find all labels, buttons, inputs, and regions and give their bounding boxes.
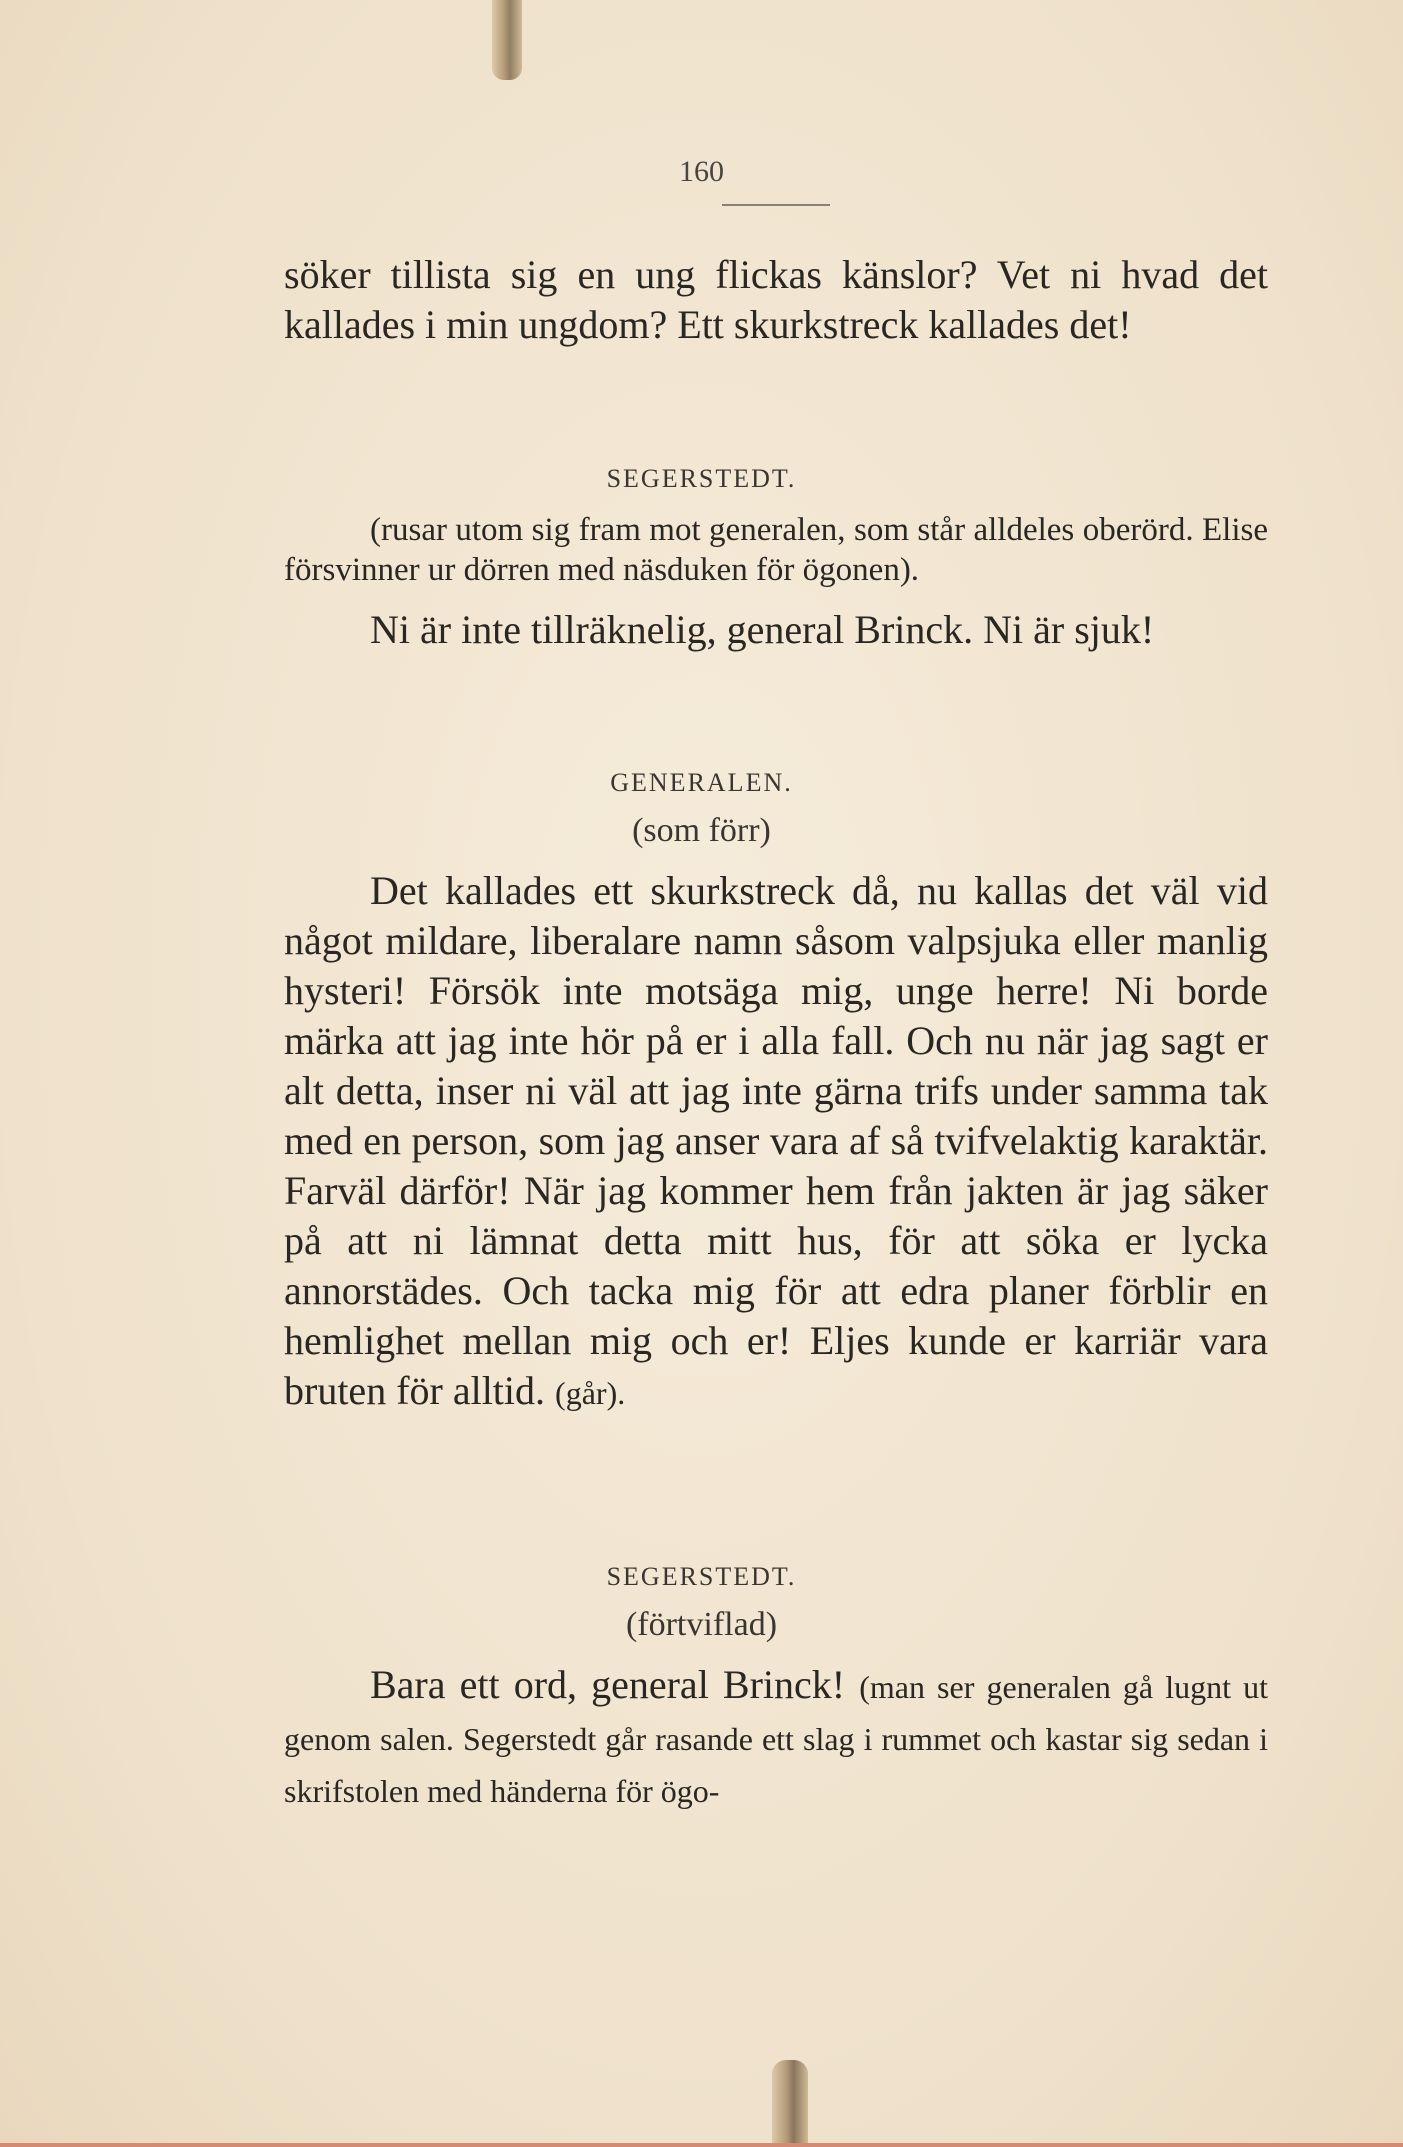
binding-mark-bottom	[772, 2060, 808, 2147]
speech-generalen	[284, 866, 1268, 1418]
speaker-label-segerstedt-2: SEGERSTEDT.	[606, 1562, 797, 1591]
stage-direction-3: (förtviflad)	[625, 1606, 778, 1643]
text-block-direction-1	[284, 510, 1268, 590]
opening-paragraph: söker tillista sig en ung flickas känslor? Vet ni hvad det kallades i min ungdom? Ett skurkstreck kallades det!	[284, 252, 1268, 347]
text-block-speech-3	[284, 1660, 1268, 1816]
stage-direction-2: (som förr)	[632, 812, 771, 849]
scan-edge-line	[0, 2143, 1403, 2147]
text-block-opening	[284, 250, 1268, 350]
page-number-rule	[722, 204, 830, 206]
speaker-label-generalen: GENERALEN.	[610, 768, 793, 797]
speaker-label-segerstedt-1: SEGERSTEDT.	[606, 464, 797, 493]
speech-generalen-text: Det kallades ett skurkstreck då, nu kallas det väl vid något mildare, liberalare namn såsom valpsjuka eller manlig hysteri! Försök inte motsäga mig, unge herre! Ni borde märka att jag inte hör på er i alla fall. Och nu när jag sagt er alt detta, inser ni väl att jag inte gärna trifs under samma tak med en person, som jag anser vara af så tvifvelaktig karaktär. Farväl därför! När jag kommer hem från jakten är jag säker på att ni lämnat detta mitt hus, för att söka er lycka annorstädes. Och tacka mig för att edra planer förblir en hemlighet mellan mig och er! Eljes kunde er karriär vara bruten för alltid.	[284, 868, 1268, 1413]
binding-mark-top	[492, 0, 522, 80]
speech-segerstedt-2	[284, 1660, 1268, 1816]
text-block-speech-1	[284, 605, 1268, 655]
speech-segerstedt-1: Ni är inte tillräknelig, general Brinck. Ni är sjuk!	[370, 607, 1155, 652]
speech-segerstedt-2-text: Bara ett ord, general Brinck!	[370, 1662, 846, 1707]
stage-direction-1: (rusar utom sig fram mot generalen, som står alldeles oberörd. Elise försvinner ur dörren med näsduken för ögonen).	[284, 512, 1268, 588]
speech-generalen-direction: (går).	[555, 1375, 626, 1411]
page-number: 160	[679, 155, 724, 188]
stage-direction-4: (man ser generalen gå lugnt ut genom salen. Segerstedt går rasande ett slag i rummet och kastar sig sedan i skrifstolen med händerna för ögo-	[284, 1669, 1269, 1809]
text-block-speech-2	[284, 866, 1268, 1418]
